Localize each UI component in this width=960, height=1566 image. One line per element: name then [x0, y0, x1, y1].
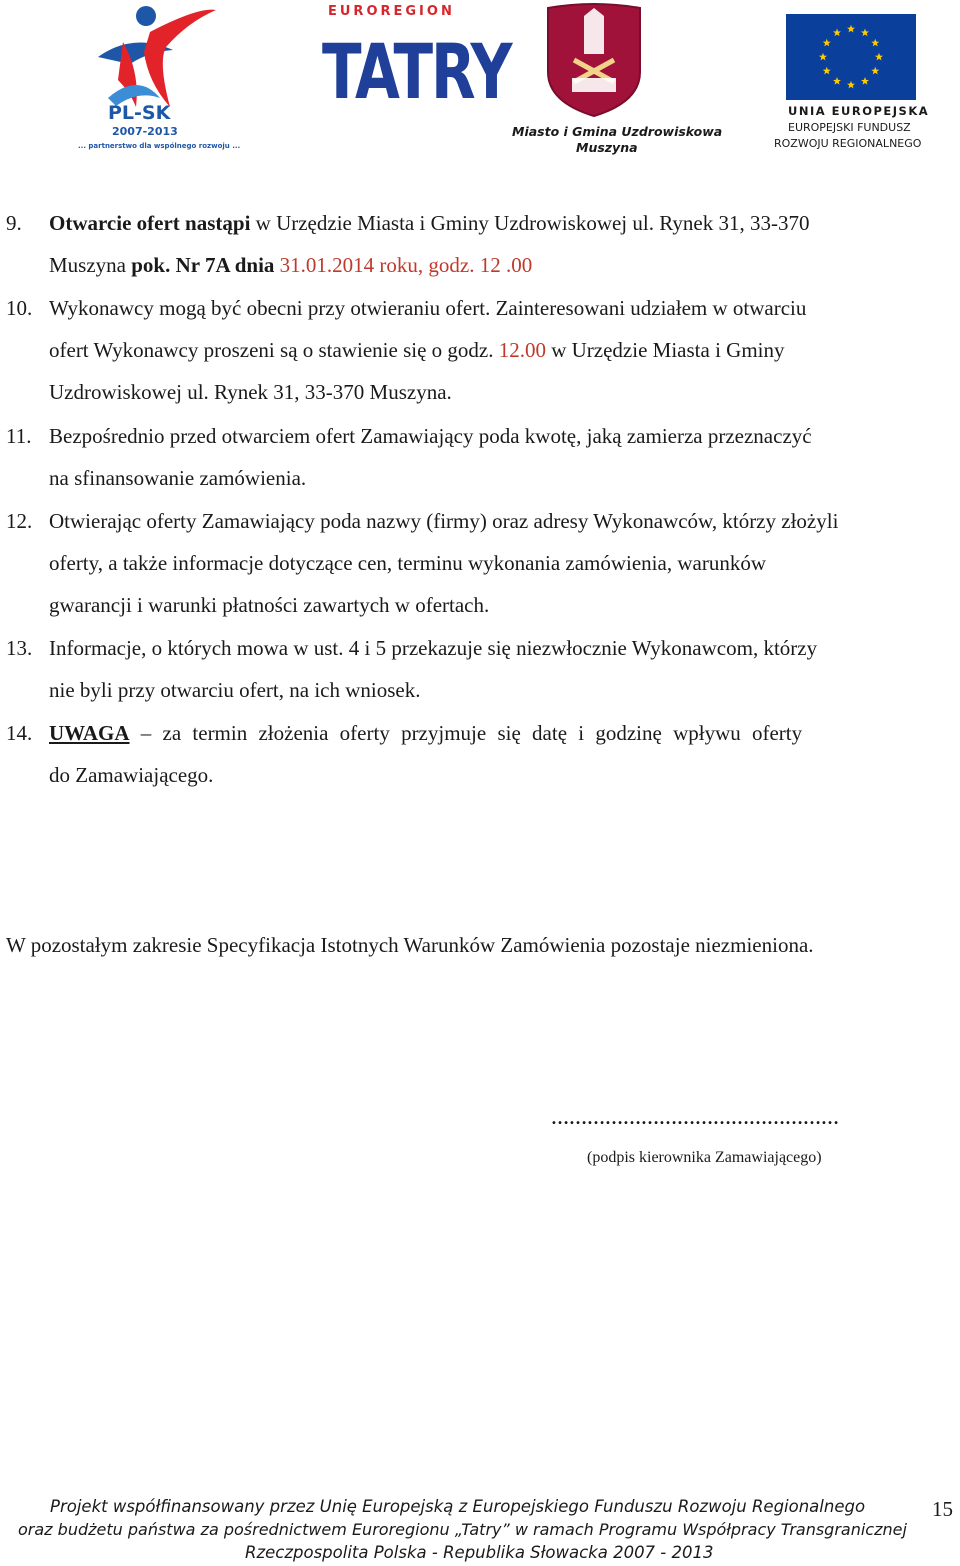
footer-line-1: Projekt współfinansowany przez Unię Europejską z Europejskiego Funduszu Rozwoju Regionalnego	[50, 1497, 866, 1516]
signature-caption: (podpis kierownika Zamawiającego)	[587, 1149, 822, 1166]
pl-sk-logo	[78, 2, 241, 152]
item-14-line-1	[49, 721, 802, 746]
item-13-line-1: Informacje, o których mowa w ust. 4 i 5 przekazuje się niezwłocznie Wykonawcom, którzy	[49, 636, 818, 660]
item-9-room: pok. Nr 7A dnia	[131, 253, 280, 277]
muszyna-coat-of-arms-icon	[544, 2, 644, 118]
item-10-text: ofert Wykonawcy proszeni są o stawienie się o godz.	[49, 338, 499, 362]
signature-line: …………………………………………	[551, 1108, 839, 1128]
item-9-place: Muszyna	[49, 253, 132, 277]
muszyna-caption-line-1: Miasto i Gmina Uzdrowiskowa	[512, 124, 723, 139]
item-9-text: w Urzędzie Miasta i Gminy Uzdrowiskowej ul. Rynek 31, 33-370	[250, 211, 810, 235]
item-14-text: – za termin złożenia oferty przyjmuje się datę i godzinę wpływu oferty	[129, 721, 803, 745]
pl-sk-years: 2007-2013	[112, 125, 178, 138]
eu-flag-icon	[786, 14, 916, 100]
item-number: 14.	[6, 721, 33, 745]
pl-sk-slogan: ... partnerstwo dla wspólnego rozwoju ...	[78, 142, 241, 150]
muszyna-logo	[512, 2, 723, 155]
item-14-line-2: do Zamawiającego.	[49, 763, 214, 787]
item-10-line-3: Uzdrowiskowej ul. Rynek 31, 33-370 Muszyna.	[49, 380, 452, 404]
tatry-wordmark: TATRY	[322, 28, 511, 117]
item-12-line-3: gwarancji i warunki płatności zawartych w ofertach.	[49, 593, 490, 617]
footer-line-3: Rzeczpospolita Polska - Republika Słowacka 2007 - 2013	[245, 1543, 714, 1562]
eu-fund-line-2: ROZWOJU REGIONALNEGO	[774, 137, 922, 150]
item-13-line-2: nie byli przy otwarciu ofert, na ich wniosek.	[49, 678, 421, 702]
eu-title: UNIA EUROPEJSKA	[788, 104, 930, 118]
closing-statement: W pozostałym zakresie Specyfikacja Istotnych Warunków Zamówienia pozostaje niezmieniona.	[6, 933, 814, 957]
item-10-text-cont: w Urzędzie Miasta i Gminy	[545, 338, 785, 362]
footer-line-2: oraz budżetu państwa za pośrednictwem Euroregionu „Tatry” w ramach Programu Współpracy Transgranicznej	[18, 1520, 907, 1539]
item-14-warning: UWAGA	[49, 721, 130, 745]
item-9-line-2	[49, 253, 532, 278]
item-number: 13.	[6, 636, 33, 660]
eu-fund-line-1: EUROPEJSKI FUNDUSZ	[788, 121, 911, 134]
eu-logo	[774, 12, 940, 154]
euroregion-arc-text: EUROREGION	[328, 4, 455, 19]
pl-sk-name: PL-SK	[108, 102, 171, 124]
euroregion-tatry-logo	[320, 2, 511, 117]
item-11-line-2: na sfinansowanie zamówienia.	[49, 466, 307, 490]
item-11-line-1: Bezpośrednio przed otwarciem ofert Zamawiający poda kwotę, jaką zamierza przeznaczyć	[49, 424, 812, 448]
muszyna-caption-line-2: Muszyna	[576, 140, 638, 155]
item-12-line-1: Otwierając oferty Zamawiający poda nazwy (firmy) oraz adresy Wykonawców, którzy złożyli	[49, 509, 839, 533]
page-number: 15	[932, 1497, 953, 1521]
item-12-line-2: oferty, a także informacje dotyczące cen, terminu wykonania zamówienia, warunków	[49, 551, 766, 575]
item-number: 9.	[6, 211, 22, 235]
item-10-line-2	[49, 338, 785, 363]
item-9-date: 31.01.2014 roku, godz. 12 .00	[279, 253, 533, 277]
item-9-bold: Otwarcie ofert nastąpi	[49, 211, 251, 235]
item-number: 11.	[6, 424, 32, 448]
item-10-time: 12.00	[498, 338, 546, 362]
item-number: 12.	[6, 509, 33, 533]
item-9-line-1	[49, 211, 809, 236]
item-10-line-1: Wykonawcy mogą być obecni przy otwieraniu ofert. Zainteresowani udziałem w otwarciu	[49, 296, 807, 320]
item-number: 10.	[6, 296, 33, 320]
